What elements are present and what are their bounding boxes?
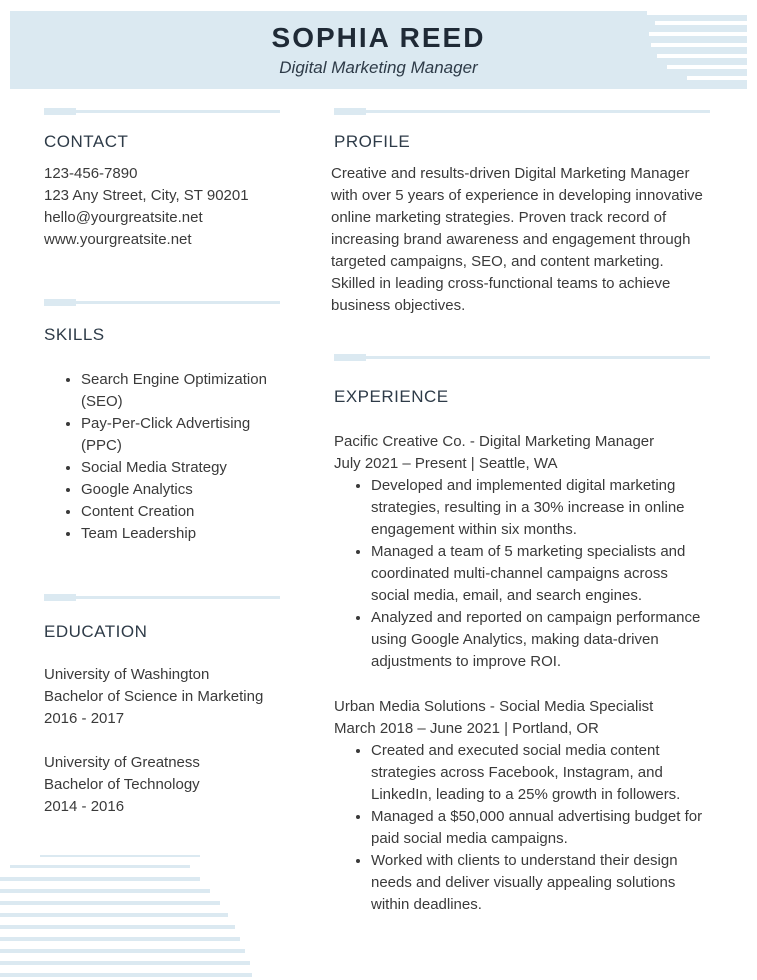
job-entry <box>334 696 704 916</box>
job-bullet: • Worked with clients to understand their design needs and deliver visually appealing solutions within deadlines. <box>371 850 704 916</box>
skill-item: • Social Media Strategy <box>81 457 282 479</box>
education-years: 2016 - 2017 <box>44 710 125 727</box>
job-bullet: • Managed a $50,000 annual advertising budget for paid social media campaigns. <box>371 806 704 850</box>
skills-list <box>44 369 282 545</box>
skill-item: • Google Analytics <box>81 479 282 501</box>
footer-stripes-decoration <box>0 850 260 980</box>
education-school: University of Greatness <box>44 754 200 771</box>
job-dates: July 2021 – Present | Seattle, WA <box>334 455 558 472</box>
contact-title: CONTACT <box>44 132 129 151</box>
education-divider <box>44 596 280 599</box>
profile-title: PROFILE <box>334 132 411 151</box>
skill-item: • Content Creation <box>81 501 282 523</box>
experience-divider <box>334 356 710 359</box>
job-bullet: • Analyzed and reported on campaign performance using Google Analytics, making data-driven adjustments to improve ROI. <box>371 607 704 673</box>
skill-item: • Search Engine Optimization (SEO) <box>81 369 282 413</box>
education-degree: Bachelor of Science in Marketing <box>44 688 264 705</box>
experience-title: EXPERIENCE <box>334 387 449 406</box>
skills-title: SKILLS <box>44 325 105 344</box>
profile-divider <box>334 110 710 113</box>
education-entry <box>44 752 294 818</box>
candidate-name: SOPHIA REED <box>271 22 486 53</box>
education-school: University of Washington <box>44 666 210 683</box>
skills-divider <box>44 301 280 304</box>
contact-divider <box>44 110 280 113</box>
skill-item: • Pay-Per-Click Advertising (PPC) <box>81 413 282 457</box>
contact-address: 123 Any Street, City, ST 90201 <box>44 187 249 204</box>
education-entry <box>44 664 294 730</box>
job-bullet: • Created and executed social media content strategies across Facebook, Instagram, and LinkedIn, leading to a 25% growth in followers. <box>371 740 704 806</box>
job-heading: Urban Media Solutions - Social Media Specialist <box>334 698 654 715</box>
job-bullet: • Managed a team of 5 marketing specialists and coordinated multi-channel campaigns across social media, email, and search engines. <box>371 541 704 607</box>
job-bullet: • Developed and implemented digital marketing strategies, resulting in a 30% increase in online engagement within six months. <box>371 475 704 541</box>
profile-text: Creative and results-driven Digital Marketing Manager with over 5 years of experience in developing innovative online marketing strategies. Proven track record of increasing brand awareness and engagement through targeted campaigns, SEO, and content marketing. Skilled in leading cross-functional teams to achieve business objectives. <box>331 165 703 314</box>
contact-email: hello@yourgreatsite.net <box>44 209 203 226</box>
job-entry <box>334 431 704 673</box>
education-years: 2014 - 2016 <box>44 798 125 815</box>
skill-item: • Team Leadership <box>81 523 282 545</box>
job-heading: Pacific Creative Co. - Digital Marketing Manager <box>334 433 655 450</box>
job-bullets <box>334 740 704 916</box>
job-dates: March 2018 – June 2021 | Portland, OR <box>334 720 599 737</box>
education-title: EDUCATION <box>44 622 148 641</box>
contact-phone: 123-456-7890 <box>44 165 138 182</box>
candidate-role: Digital Marketing Manager <box>279 58 478 77</box>
skills-list-container <box>44 369 282 545</box>
contact-website: www.yourgreatsite.net <box>44 231 192 248</box>
contact-info <box>44 163 294 251</box>
education-degree: Bachelor of Technology <box>44 776 200 793</box>
job-bullets <box>334 475 704 673</box>
